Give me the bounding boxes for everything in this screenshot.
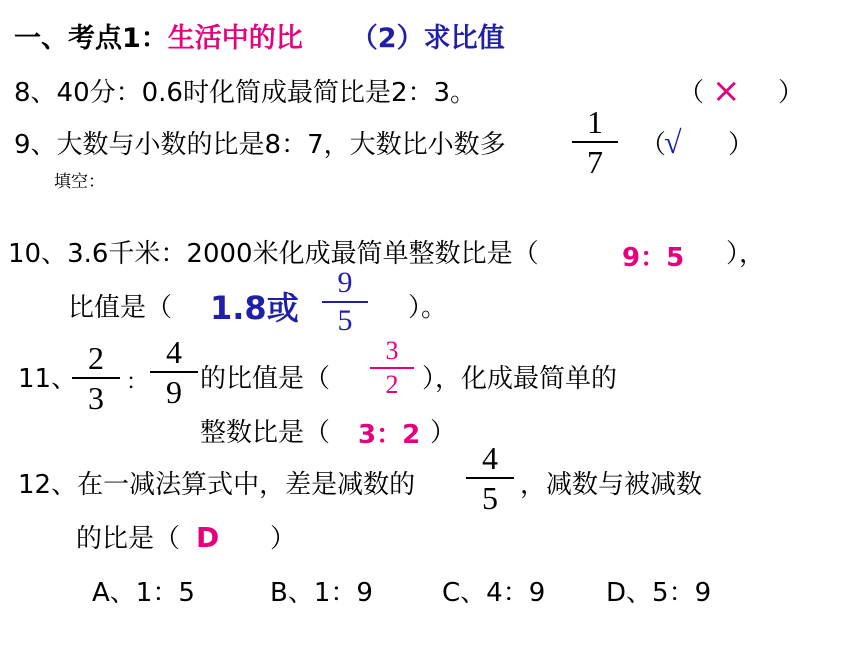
question-9-open-paren: （ xyxy=(640,130,667,160)
question-9-text: 9、大数与小数的比是8：7，大数比小数多 xyxy=(14,130,506,160)
question-10-line-2-end: ）。 xyxy=(408,293,448,323)
question-12-answer: D xyxy=(196,521,220,554)
fill-in-label: 填空： xyxy=(54,172,105,192)
question-8-text: 8、40分：0.6时化简成最简比是2：3。 xyxy=(14,78,477,108)
question-12-option-b: B、1：9 xyxy=(270,578,373,608)
question-11-fraction-a-denominator: 3 xyxy=(88,380,104,416)
question-10-answer-value: 1.8或 xyxy=(210,289,299,327)
question-9-fraction-denominator: 7 xyxy=(587,144,603,180)
question-11-answer-numerator: 3 xyxy=(385,336,399,365)
question-10-fraction-numerator: 9 xyxy=(337,266,353,299)
question-12-option-d: D、5：9 xyxy=(606,578,712,608)
question-11-answer-fraction xyxy=(370,338,414,398)
question-11-line-1-end: ），化成最简单的 xyxy=(422,364,618,394)
question-12-fraction xyxy=(466,442,514,514)
fraction-bar xyxy=(72,377,120,379)
fraction-bar xyxy=(322,301,368,303)
question-11-line-2-start: 整数比是（ xyxy=(200,418,331,448)
fraction-bar xyxy=(370,367,414,369)
question-9-fraction-numerator: 1 xyxy=(587,104,603,140)
question-11-fraction-a-numerator: 2 xyxy=(88,340,104,376)
question-8-open-paren: （ xyxy=(678,78,705,108)
question-12-line-1-start: 12、在一减法算式中，差是减数的 xyxy=(18,470,416,500)
question-10-line-1 xyxy=(8,241,539,267)
title-sub: （2）求比值 xyxy=(350,23,505,54)
question-11-label: 11、 xyxy=(18,364,78,394)
title-prefix: 一、考点1： xyxy=(14,23,168,54)
question-9-fraction xyxy=(572,106,618,178)
question-12-line-2-end: ） xyxy=(270,524,297,554)
question-11-fraction-b-numerator: 4 xyxy=(166,334,182,370)
question-12-line-1-end: ，减数与被减数 xyxy=(520,470,703,500)
question-11-line-1-mid: 的比值是（ xyxy=(200,364,331,394)
fraction-bar xyxy=(466,477,514,479)
question-12-fraction-numerator: 4 xyxy=(482,440,498,476)
question-10-answer-ratio: 9：5 xyxy=(622,243,685,273)
question-10-text: 10、3.6千米：2000米化成最简单整数比是（ xyxy=(8,239,539,269)
question-12-line-2-start: 的比是（ xyxy=(76,524,181,554)
question-10-line-2-start: 比值是（ xyxy=(68,293,173,323)
question-11-line-2-end: ） xyxy=(430,418,457,448)
fraction-bar xyxy=(150,371,198,373)
question-12-option-a: A、1：5 xyxy=(92,578,195,608)
question-11-fraction-b xyxy=(150,336,198,408)
cross-mark-icon: × xyxy=(712,71,741,111)
question-9-close-paren: ） xyxy=(728,130,755,160)
question-11-fraction-a xyxy=(72,342,120,414)
question-11-answer-denominator: 2 xyxy=(385,370,399,399)
question-10-fraction-denominator: 5 xyxy=(337,304,353,337)
question-11-colon: ： xyxy=(126,370,149,395)
question-8-close-paren: ） xyxy=(778,78,805,108)
title-topic: 生活中的比 xyxy=(167,23,303,54)
fraction-bar xyxy=(572,141,618,143)
question-11-answer-ratio: 3：2 xyxy=(358,420,421,450)
question-12-option-c: C、4：9 xyxy=(442,578,546,608)
question-11-fraction-b-denominator: 9 xyxy=(166,374,182,410)
question-10-line-1-end: ）， xyxy=(726,239,766,269)
check-mark-icon: √ xyxy=(664,124,682,160)
question-12-fraction-denominator: 5 xyxy=(482,480,498,516)
question-10-answer-fraction xyxy=(322,268,368,336)
page-title xyxy=(14,25,505,52)
